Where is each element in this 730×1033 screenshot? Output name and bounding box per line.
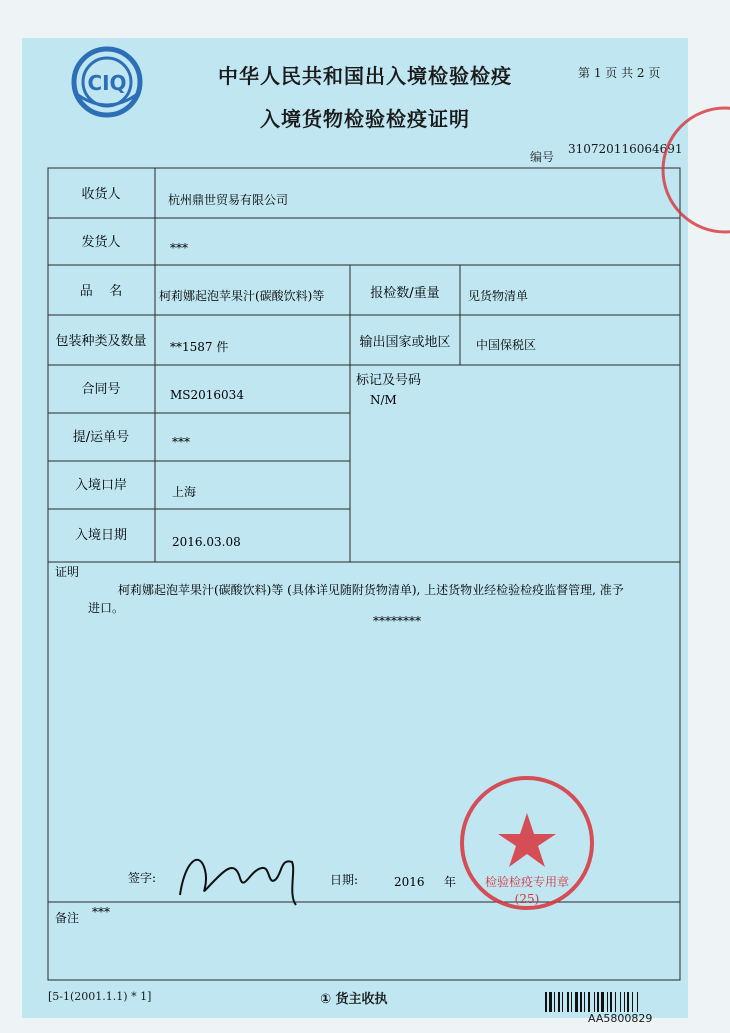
quantity-label: 报检数/重量: [370, 286, 440, 301]
sub-title: 入境货物检验检疫证明: [260, 107, 470, 131]
consignor-label: 发货人: [81, 235, 121, 250]
certificate-label: 证明: [55, 565, 80, 579]
origin-value: 中国保税区: [476, 338, 537, 352]
official-seal: [462, 778, 592, 908]
marks-label: 标记及号码: [356, 373, 422, 388]
barcode-bar: [601, 992, 604, 1012]
package-label: 包装种类及数量: [55, 334, 147, 349]
sign-year-unit: 年: [444, 875, 457, 889]
handwritten-signature: [180, 860, 296, 905]
form-grid: [48, 168, 680, 980]
bl-label: 提/运单号: [72, 430, 130, 445]
barcode-bar: [575, 992, 578, 1012]
barcode-bar: [562, 992, 563, 1012]
remarks-value: ***: [92, 905, 110, 919]
barcode-bar: [597, 992, 599, 1012]
bl-value: ***: [172, 435, 190, 449]
seal-number: (25): [514, 892, 540, 906]
barcode-bar: [615, 992, 616, 1012]
barcode-bar: [637, 992, 638, 1012]
barcode-bar: [580, 992, 582, 1012]
port-value: 上海: [172, 485, 197, 499]
barcode-bar: [554, 992, 555, 1012]
package-value: **1587 件: [170, 340, 229, 354]
cert-number: 310720116064691: [568, 142, 683, 156]
date-value: 2016.03.08: [172, 535, 241, 549]
barcode: [545, 992, 638, 1012]
barcode-bar: [610, 992, 612, 1012]
edge-seal: [663, 108, 730, 232]
barcode-number: AA5800829: [588, 1012, 653, 1025]
barcode-bar: [594, 992, 595, 1012]
contract-value: MS2016034: [170, 388, 244, 402]
cert-number-label: 编号: [530, 150, 555, 164]
port-label: 入境口岸: [74, 478, 128, 493]
logo-text: CIQ: [87, 71, 127, 95]
consignee-value: 杭州鼎世贸易有限公司: [168, 193, 289, 207]
barcode-bar: [571, 992, 572, 1012]
barcode-bar: [607, 992, 608, 1012]
certificate-stars: ********: [373, 614, 421, 628]
barcode-bar: [567, 992, 569, 1012]
certificate-line-2: 进口。: [88, 601, 125, 615]
copy-label: ① 货主收执: [320, 992, 388, 1007]
main-title: 中华人民共和国出入境检验检疫: [218, 64, 512, 88]
form-code: [5-1(2001.1.1) * 1]: [48, 990, 152, 1003]
barcode-bar: [624, 992, 625, 1012]
barcode-bar: [584, 992, 585, 1012]
signature-label: 签字:: [128, 871, 157, 885]
date-label: 入境日期: [74, 528, 128, 543]
quantity-value: 见货物清单: [468, 289, 529, 303]
barcode-bar: [545, 992, 547, 1012]
page-info: 第 1 页 共 2 页: [578, 66, 661, 80]
seal-text: 检验检疫专用章: [484, 875, 570, 889]
contract-label: 合同号: [81, 382, 121, 397]
consignor-value: ***: [170, 241, 188, 255]
barcode-bar: [620, 992, 621, 1012]
barcode-bar: [627, 992, 629, 1012]
barcode-bar: [549, 992, 552, 1012]
date-sign-label: 日期:: [330, 873, 359, 887]
product-label: 品 名: [79, 284, 123, 299]
sign-year: 2016: [394, 875, 425, 889]
product-value: 柯莉娜起泡苹果汁(碳酸饮料)等: [159, 289, 325, 303]
certificate-line-1: 柯莉娜起泡苹果汁(碳酸饮料)等 (具体详见随附货物清单), 上述货物业经检验检疫监督管理, 准予: [118, 583, 624, 597]
origin-label: 输出国家或地区: [359, 335, 451, 350]
marks-value: N/M: [370, 393, 397, 407]
barcode-bar: [588, 992, 590, 1012]
barcode-bar: [558, 992, 560, 1012]
barcode-bar: [632, 992, 633, 1012]
consignee-label: 收货人: [81, 187, 121, 202]
remarks-label: 备注: [55, 911, 80, 925]
